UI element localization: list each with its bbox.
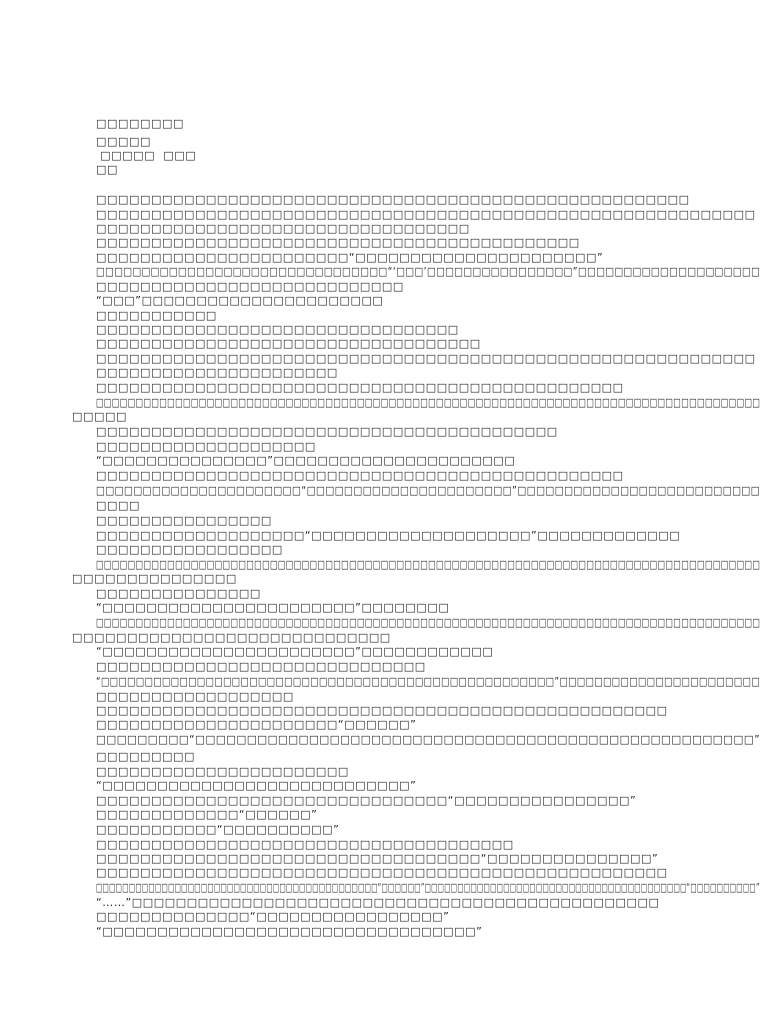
body-line: “……”□□□□□□□□□□□□□□□□□□□□□□□□□□□□□□□□□□□□□□□□□□□□□□□□ bbox=[96, 896, 660, 909]
body-line-continuation: □□□□□ bbox=[72, 410, 127, 423]
body-line: □□□□□□□□□□□□□□□□□□□□□□□□□□□□□□□□□ bbox=[96, 323, 459, 336]
body-line-continuation: □□□□□□□□□□□□□□□ bbox=[72, 572, 237, 585]
body-line: “□□□□□□□□□□□□□□□□□□□□□□□”□□□□□□□□□□□□ bbox=[96, 645, 494, 658]
header-line-1: □□□□□□□□ bbox=[96, 117, 184, 130]
body-line: □□□□□□□□□□□□□□□□□□ bbox=[96, 690, 294, 703]
body-line: □□□□□□□□□□□□□□□□□□□□□□□“□□□□□□□□□□□□□□□□□□□□□□” bbox=[96, 251, 604, 264]
body-line: □□□□□□□□□“□□□□□□□□□□□□□□□□□□□□□□□□□□□□□□□□□□□□□□□□□□□□□□□□□□□□□□” bbox=[96, 733, 761, 746]
body-line: □□□□□□□□□□□□□□□□□□□□□□□ bbox=[96, 765, 349, 778]
body-line: □□□□□□□□□□□□□□□□□□□□ bbox=[96, 440, 316, 453]
body-line: □□□□□□□□□□□□□□□□□□□□□□□□□□□□□□□□□□□□□□□□□□□“□□□□□□”□□□□□□□□□□□□□□□□□□□□□□□□□□□□□□□□□□□□□□□□“□□□□□□□□□□” bbox=[96, 881, 760, 894]
body-line: □□□□□□□□□□□□□□□□□□□□□□□□□□□□□□□□“□□□□□□□□□□□□□□□□” bbox=[96, 794, 637, 807]
body-line: □□□□□□□□□□□□□□□□□□□□□□□□□□□□□□□□“‘□□□’□□□□□□□□□□□□□□□□”□□□□□□□□□□□□□□□□□□□□ bbox=[96, 265, 761, 278]
body-line: □□□□□□□□□□□□□□□□□□□□□□□□□□□□□□□□□□□□□□□□□□□□□□□□□□□□ bbox=[96, 704, 668, 717]
body-line: □□□□ bbox=[96, 499, 140, 512]
body-line: □□□□□□□□□□□□□□□□□□□□□□□□□□□□□□□□□□□□□□□□□□□□□□□□□□□□□□□□□□□□□□□□□□□□□□□□□□□□□□□□□□□□ bbox=[96, 616, 761, 629]
body-line: □□□□□□□□□□□□□□□□□□□□□□ bbox=[96, 366, 338, 379]
body-line: □□□□□□□□□ bbox=[96, 750, 195, 763]
body-line: □□□□□□□□□□□□□□□ bbox=[96, 587, 261, 600]
body-line: □□□□□□□□□□□□□□□□□□□□□□□□□□□□□□□□□□□□□□□□□□□□□□□□□□□□□□□□□□□□□□□□□□□□□□□□□□□□□□□□□□□□ bbox=[96, 396, 761, 409]
body-line-continuation: □□□□□□□□□□□□□□□□□□□□□□□□□□□□□ bbox=[72, 631, 391, 644]
body-line: □□□□□□□□□□□□□□□□□□□□□□“□□□□□□□□□□□□□□□□□□□□□□”□□□□□□□□□□□□□□□□□□□□□□□□□□ bbox=[96, 484, 761, 497]
header-line-3: □□□□□ □□□ bbox=[96, 149, 197, 162]
body-line: “□□□□□□□□□□□□□□□”□□□□□□□□□□□□□□□□□□□□□□ bbox=[96, 454, 516, 467]
body-line: □□□□□□□□□□□□□□□□□□□□□□□□□□□□□□□□□□□ bbox=[96, 337, 481, 350]
body-line: □□□□□□□□□□□□□□□□□□□□□□□□□□□□□□□□□□□□□□□□□□□□□□□□□□□□□□□□□□□□□□□□□□□□□□□□□□□□□□□□□□□□ bbox=[96, 558, 761, 571]
header-line-2: □□□□□ bbox=[96, 135, 151, 148]
body-line: □□□□□□□□□□□□□□□□□□□□□□□□□□□□□□ bbox=[96, 660, 426, 673]
body-line: □□□□□□□□□□□□□□□□□□□□□□□□□□□□□□□□□□□□□□□□□□□□□□□□ bbox=[96, 381, 624, 394]
body-line: □□□□□□□□□□□ bbox=[96, 309, 217, 322]
body-line: □□□□□□□□□□□□□□□□□□□□□□□□□□□□□□□□□□□□□□□□□□ bbox=[96, 425, 558, 438]
body-line: “□□□□□□□□□□□□□□□□□□□□□□□□□□□□□□□□□□” bbox=[96, 925, 483, 938]
body-line: □□□□□□□□□□□□□□□□□□□□□□□□□□□□□□□□□□□“□□□□□□□□□□□□□□□” bbox=[96, 852, 659, 865]
body-line: □□□□□□□□□□□“□□□□□□□□□□” bbox=[96, 823, 340, 836]
body-line: □□□□□□□□□□□□□□□□□□□□□□□□□□□□□□□□□□□□□□□□□□□□□□□□□□□□ bbox=[96, 866, 668, 879]
body-line: □□□□□□□□□□□□□□□□ bbox=[96, 514, 272, 527]
body-line: “□□□□□□□□□□□□□□□□□□□□□□□□□□□□□□□□□□□□□□□□□□□□□□□□□□□□”□□□□□□□□□□□□□□□□□□□□□□□ bbox=[96, 675, 761, 688]
body-line: □□□□□□□□□□□□□□□□□□□□□□□□□□□□□□□□□□□□□□□□□□□□□□□□ bbox=[96, 469, 624, 482]
header-line-4: □□ bbox=[96, 163, 118, 176]
body-line: □□□□□□□□□□□□□□□□□□□□□□□□□□□□□□□□□□□□□□ bbox=[96, 838, 514, 851]
body-line: “□□□□□□□□□□□□□□□□□□□□□□□”□□□□□□□□ bbox=[96, 601, 450, 614]
body-line: □□□□□□□□□□□□□□□□□□□“□□□□□□□□□□□□□□□□□□□□”□□□□□□□□□□□□□ bbox=[96, 529, 681, 542]
body-line: □□□□□□□□□□□□□□□□□□□□□□□□□□□□ bbox=[96, 280, 404, 293]
body-line: “□□□”□□□□□□□□□□□□□□□□□□□□□□ bbox=[96, 294, 384, 307]
body-line: □□□□□□□□□□□□□□□□□□□□□□□□□□□□□□□□□□□□□□□□□□□□□□□□□□□□□□□□□□□□ bbox=[96, 208, 756, 221]
body-line: □□□□□□□□□□□□□□□□□□□□□□“□□□□□□” bbox=[96, 718, 417, 731]
body-line: “□□□□□□□□□□□□□□□□□□□□□□□□□□□□” bbox=[96, 779, 417, 792]
body-line: □□□□□□□□□□□□□“□□□□□□” bbox=[96, 808, 318, 821]
body-line: □□□□□□□□□□□□□□□□□ bbox=[96, 543, 283, 556]
body-line: □□□□□□□□□□□□□□“□□□□□□□□□□□□□□□□□” bbox=[96, 910, 450, 923]
body-line: □□□□□□□□□□□□□□□□□□□□□□□□□□□□□□□□□□□□□□□□□□□□ bbox=[96, 236, 580, 249]
body-line: □□□□□□□□□□□□□□□□□□□□□□□□□□□□□□□□□□□□□□□□□□□□□□□□□□□□□□ bbox=[96, 193, 690, 206]
body-line: □□□□□□□□□□□□□□□□□□□□□□□□□□□□□□□□□□ bbox=[96, 222, 470, 235]
body-line: □□□□□□□□□□□□□□□□□□□□□□□□□□□□□□□□□□□□□□□□□□□□□□□□□□□□□□□□□□□□ bbox=[96, 352, 756, 365]
